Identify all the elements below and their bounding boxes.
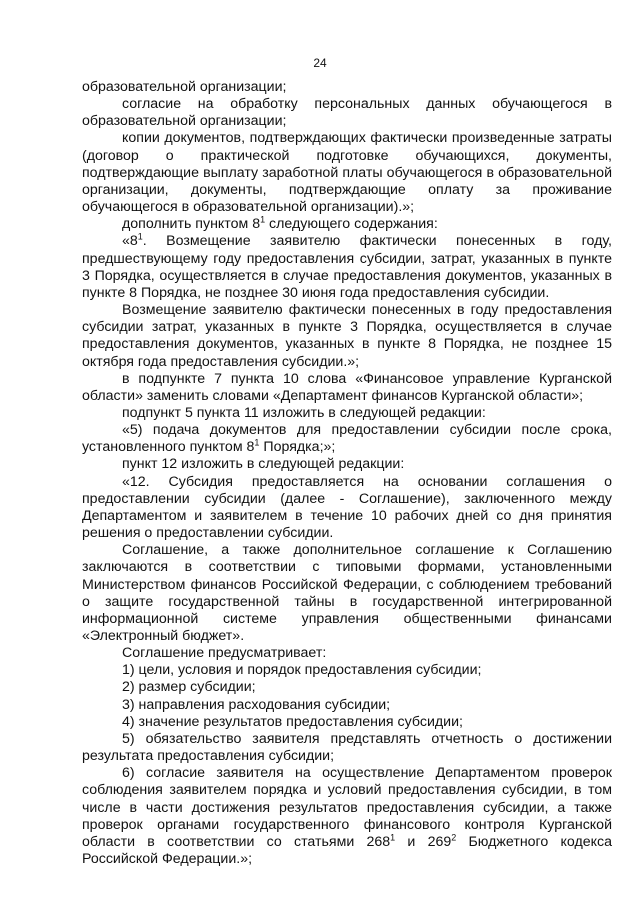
paragraph-text: Соглашение, а также дополнительное соглашение к Соглашению заключаются в соответствии с типовыми формами, установленными Министерством финансов Российской Федерации, с соблюдением требований о защите государственной тайны в государственной интегрированной информационной системе управления общественными финансами «Электронный бюджет». [82,542,612,644]
superscript: 1 [254,437,260,448]
paragraph-text: 3) направления расходования субсидии; [122,696,391,713]
paragraph-text: в подпункте 7 пункта 10 слова «Финансовое управление Курганской области» заменить словами «Департамент финансов Курганской области»; [82,370,612,404]
paragraph-text: 4) значение результатов предоставления субсидии; [122,713,463,730]
superscript: 1 [390,832,396,843]
paragraph-text: дополнить пунктом 8 [122,216,261,233]
paragraph-text: Порядка;»; [259,439,336,456]
paragraph-text: 1) цели, условия и порядок предоставления субсидии; [122,662,482,679]
paragraph [82,233,612,302]
paragraph-text: согласие на обработку персональных данных обучающегося в образовательной организации; [82,96,612,130]
paragraph-text: 2) размер субсидии; [122,679,256,696]
paragraph [82,405,612,422]
paragraph [82,645,612,662]
paragraph [82,456,612,473]
paragraph-text: . Возмещение заявителю фактически понесенных в году, предшествующему году предоставления субсидии, затрат, указанных в пункте 3 Порядка, осуществляется в случае предоставления документов, указанных в пункте 8 Порядка, не позднее 30 июня года предоставления субсидии. [82,233,612,301]
paragraph [82,474,612,543]
paragraph [82,130,612,216]
superscript: 1 [137,231,143,242]
paragraph-text: 6) согласие заявителя на осуществление Департаментом проверок соблюдения заявителем порядка и условий предоставления субсидии, в том числе в части достижения результатов предоставления субсидии, а также проверок органами государственного финансового контроля Курганской области в соответствии со статьями 268 [82,765,612,850]
paragraph-text: и 269 [395,833,452,850]
paragraph [82,679,612,696]
paragraph [82,302,612,371]
paragraph [82,96,612,130]
paragraph [82,79,612,96]
paragraph-text: копии документов, подтверждающих фактически произведенные затраты (договор о практической подготовке обучающихся, документы, подтверждающие выплату заработной платы обучающегося в образовательной организации, документы, подтверждающие оплату за проживание обучающегося в образовательной организации).»; [82,130,612,216]
paragraph-text: следующего содержания: [265,216,438,233]
paragraph-text: образовательной организации; [82,79,287,95]
paragraph-text: Возмещение заявителю фактически понесенных в году предоставления субсидии затрат, указанных в пункте 3 Порядка, осуществляется в случае предоставления документов, указанных в пункте 8 Порядка, не позднее 15 октября года предоставления субсидии.»; [82,302,612,370]
paragraph [82,731,612,765]
paragraph-text: Бюджетного кодекса Российской Федерации.»; [82,833,612,868]
paragraph-text: подпункт 5 пункта 11 изложить в следующей редакции: [122,404,486,421]
paragraph [82,216,612,233]
paragraph-text: «5) подача документов для предоставлении субсидии после срока, установленного пунктом 8 [82,422,612,456]
superscript: 1 [260,214,266,225]
paragraph-text: «12. Субсидия предоставляется на основании соглашения о предоставлении субсидии (далее - Соглашение), заключенного между Департаментом и заявителем в течение 10 рабочих дней со дня принятия решения о предоставлении субсидии. [82,473,612,542]
paragraph [82,662,612,679]
document-body [82,79,612,868]
paragraph-text: «8 [122,233,138,250]
paragraph-text: 5) обязательство заявителя представлять отчетность о достижении результата предоставления субсидии; [82,730,612,765]
paragraph-text: Соглашение предусматривает: [122,645,327,662]
paragraph [82,697,612,714]
superscript: 2 [451,832,457,843]
page-number: 24 [313,56,327,70]
paragraph [82,714,612,731]
paragraph-text: пункт 12 изложить в следующей редакции: [122,456,405,473]
paragraph [82,542,612,645]
paragraph [82,765,612,868]
paragraph [82,371,612,405]
paragraph [82,422,612,456]
